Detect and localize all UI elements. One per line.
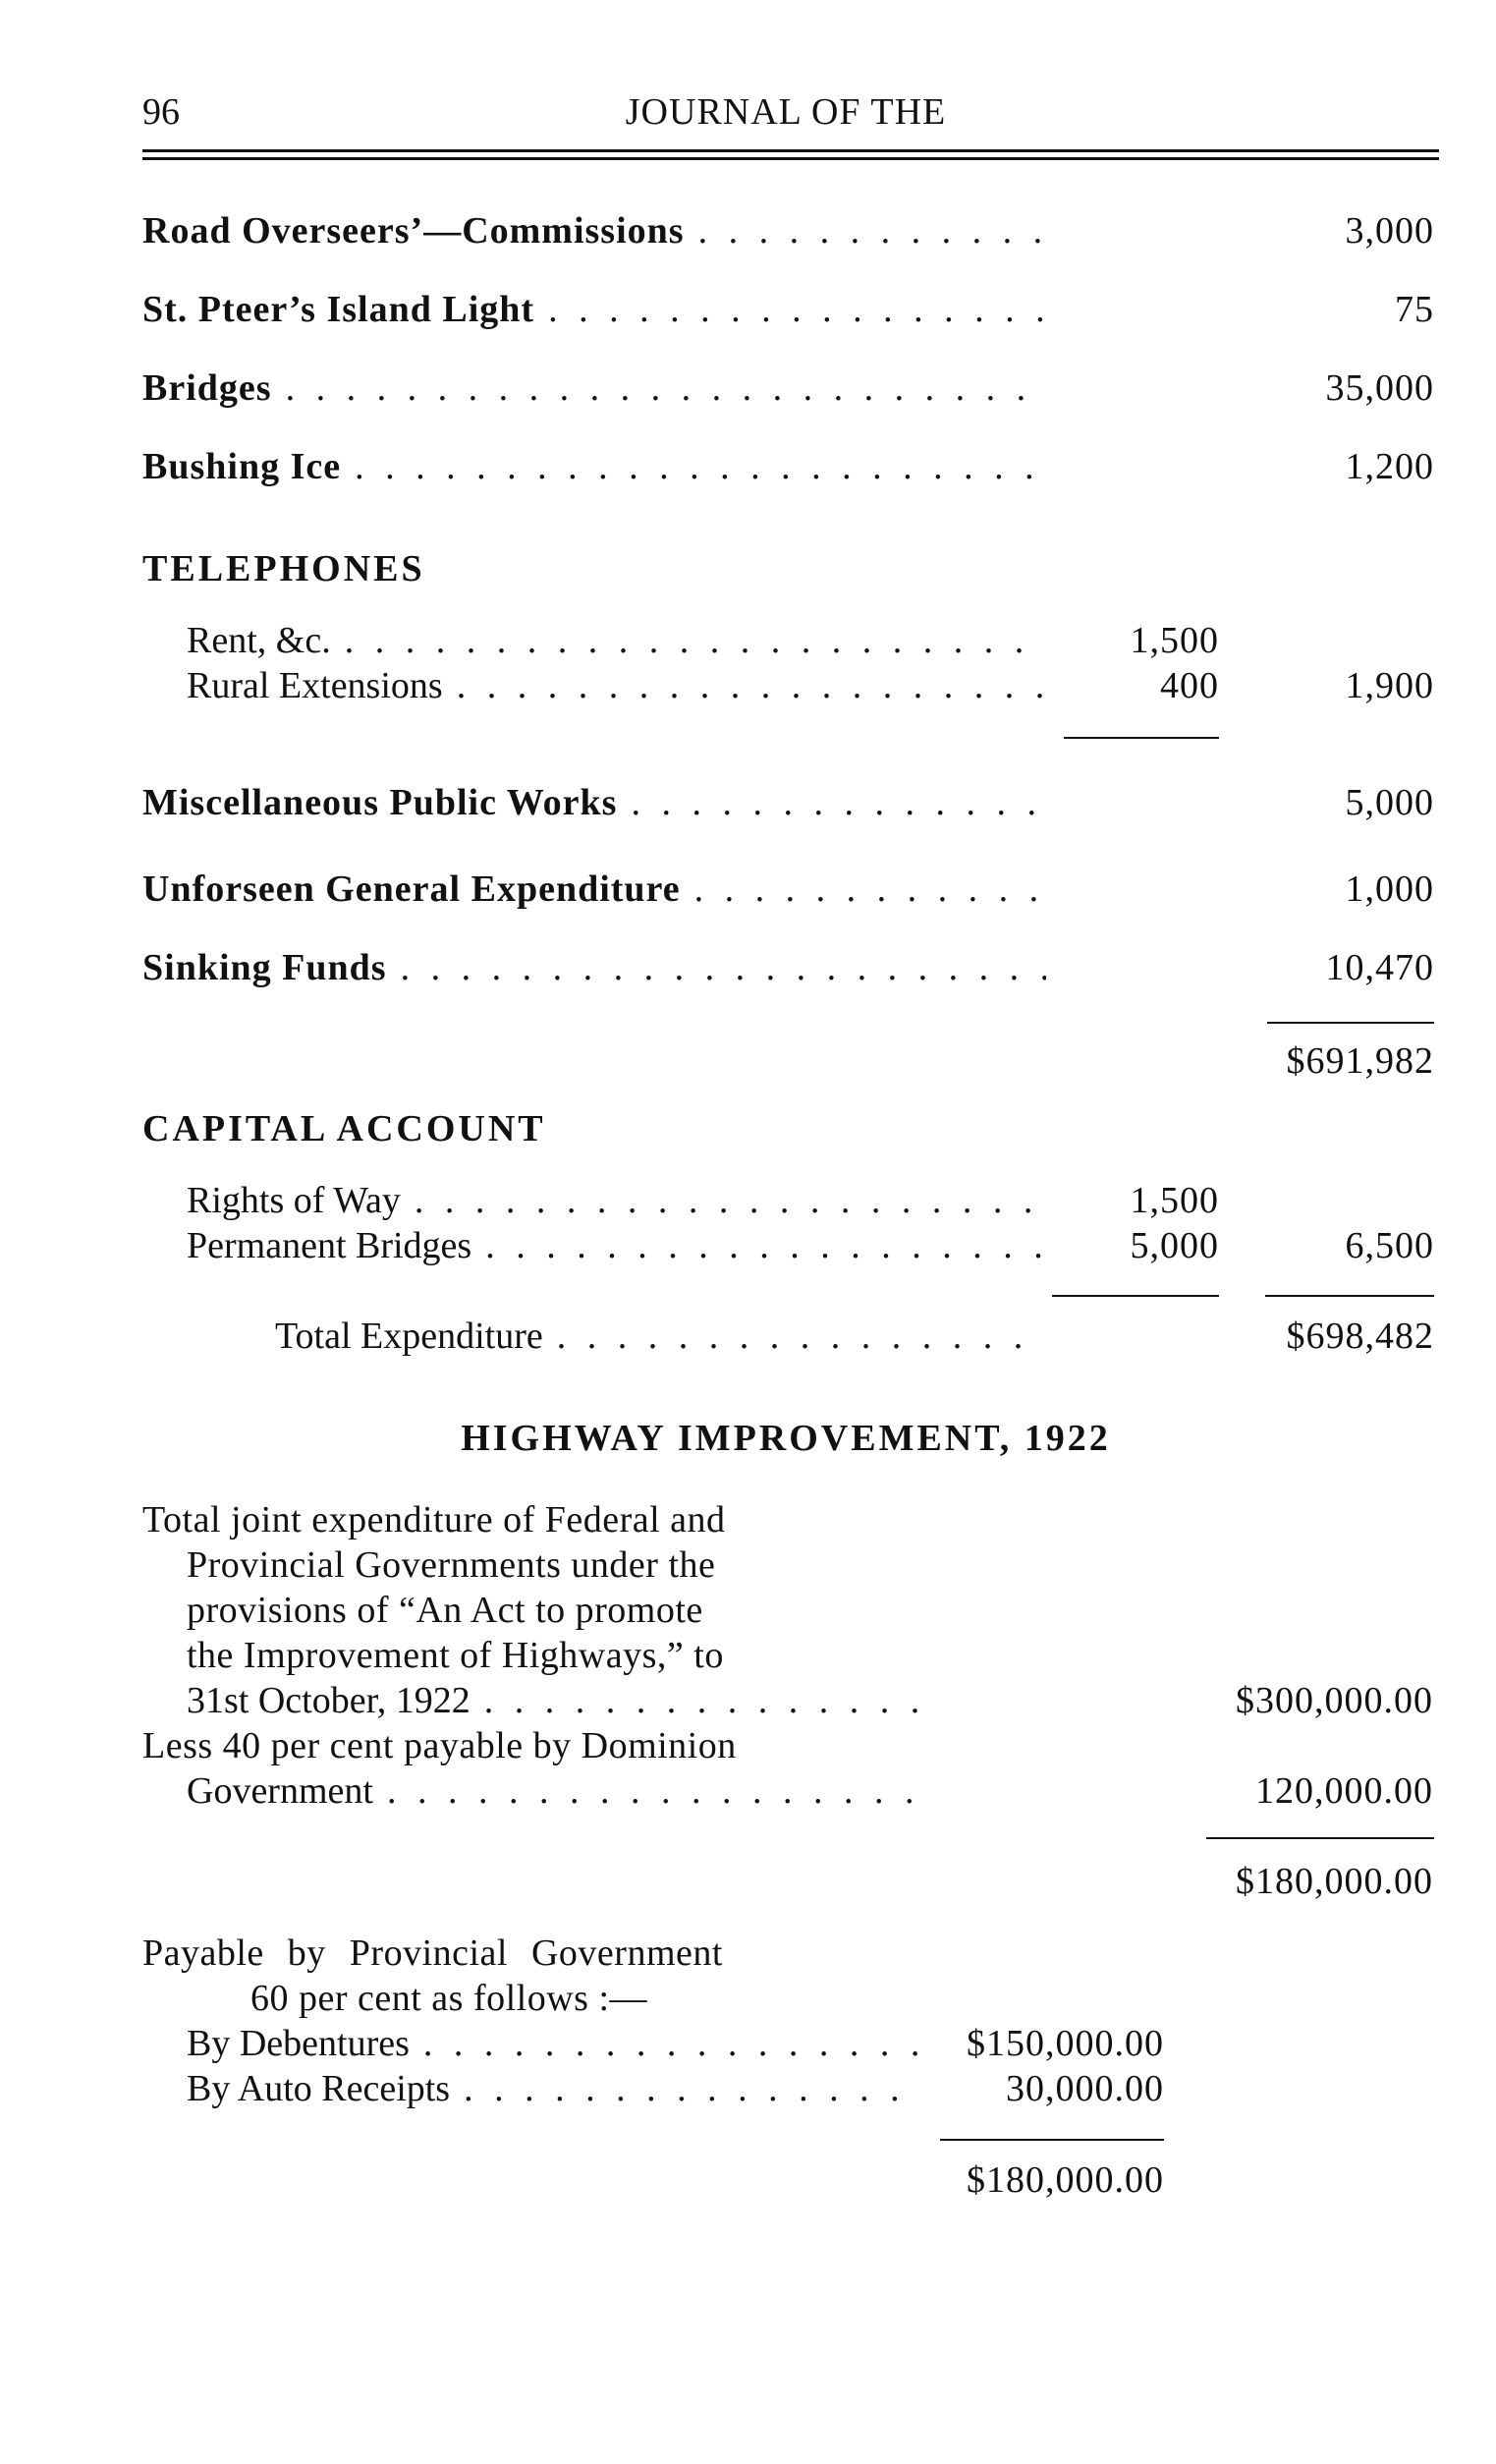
highway-para-line-5	[187, 1679, 918, 1726]
auto-receipts-row	[187, 2067, 918, 2114]
dot-leader	[457, 664, 1046, 707]
rights-of-way-label: Rights of Way	[187, 1180, 401, 1221]
header-rule-bottom	[142, 157, 1439, 160]
unforseen-row	[142, 868, 1046, 915]
dot-leader	[387, 1769, 918, 1813]
telephones-heading: TELEPHONES	[142, 548, 425, 589]
permanent-bridges-amount: 5,000	[1130, 1225, 1219, 1266]
sinking-funds-label: Sinking Funds	[142, 947, 387, 988]
dot-leader	[401, 946, 1046, 989]
net-rule	[1206, 1837, 1434, 1839]
capital-account-total: 6,500	[1345, 1225, 1434, 1266]
dot-leader	[548, 288, 1046, 331]
telephones-rent-label: Rent, &c.	[187, 620, 331, 661]
less-government-label: Government	[187, 1770, 373, 1812]
permanent-bridges-label: Permanent Bridges	[187, 1225, 472, 1266]
less-line-2	[187, 1769, 918, 1817]
dot-leader	[415, 1179, 1046, 1222]
dot-leader	[345, 619, 1046, 662]
bushing-ice-row	[142, 445, 1046, 492]
auto-receipts-amount: 30,000.00	[1006, 2068, 1164, 2109]
capital-account-heading: CAPITAL ACCOUNT	[142, 1108, 546, 1149]
subtotal-amount: $691,982	[1286, 1040, 1434, 1082]
page-number: 96	[142, 91, 180, 133]
road-overseers-row	[142, 209, 1046, 256]
running-title: JOURNAL OF THE	[625, 91, 947, 133]
payable-line-1: Payable by Provincial Government	[142, 1932, 723, 1974]
dot-leader	[631, 781, 1046, 824]
debentures-amount: $150,000.00	[967, 2023, 1164, 2064]
misc-public-works-label: Miscellaneous Public Works	[142, 782, 618, 823]
sinking-funds-row	[142, 946, 1046, 993]
road-overseers-amount: 3,000	[1345, 210, 1434, 252]
payable-sum-rule	[940, 2139, 1164, 2141]
payable-total-amount: $180,000.00	[967, 2159, 1164, 2201]
highway-heading: HIGHWAY IMPROVEMENT, 1922	[461, 1418, 1111, 1459]
bridges-row	[142, 366, 1046, 414]
misc-public-works-amount: 5,000	[1345, 782, 1434, 823]
st-peters-light-row	[142, 288, 1046, 335]
bridges-amount: 35,000	[1325, 367, 1434, 409]
payable-line-2: 60 per cent as follows :—	[250, 1978, 648, 2019]
telephones-total: 1,900	[1345, 665, 1434, 706]
sinking-funds-amount: 10,470	[1325, 947, 1434, 988]
telephones-rent-amount: 1,500	[1130, 620, 1219, 661]
permanent-bridges-row	[187, 1224, 1046, 1271]
telephones-rent-row	[187, 619, 1046, 666]
rights-of-way-row	[187, 1179, 1046, 1226]
bridges-label: Bridges	[142, 367, 272, 409]
st-peters-light-amount: 75	[1395, 289, 1434, 330]
header-rule-top	[142, 149, 1439, 152]
dot-leader	[484, 1679, 918, 1722]
telephones-rural-amount: 400	[1160, 665, 1219, 706]
dot-leader	[355, 445, 1046, 488]
highway-para-line-4: the Improvement of Highways,” to	[187, 1635, 724, 1676]
bushing-ice-amount: 1,200	[1345, 446, 1434, 487]
st-peters-light-label: St. Pteer’s Island Light	[142, 289, 535, 330]
highway-para-line-3: provisions of “An Act to promote	[187, 1590, 703, 1631]
dot-leader	[557, 1315, 1046, 1358]
dot-leader	[698, 209, 1046, 252]
dot-leader	[464, 2067, 918, 2110]
total-expenditure-row	[275, 1315, 1046, 1362]
telephones-rural-label: Rural Extensions	[187, 665, 443, 706]
unforseen-label: Unforseen General Expenditure	[142, 868, 681, 910]
dot-leader	[694, 868, 1046, 911]
dot-leader	[485, 1224, 1046, 1267]
dot-leader	[286, 366, 1046, 410]
total-expenditure-amount: $698,482	[1286, 1316, 1434, 1357]
less-amount: 120,000.00	[1255, 1770, 1433, 1812]
debentures-row	[187, 2022, 918, 2069]
debentures-label: By Debentures	[187, 2023, 410, 2064]
unforseen-amount: 1,000	[1345, 868, 1434, 910]
subtotal-rule	[1267, 1022, 1434, 1024]
net-amount: $180,000.00	[1236, 1861, 1433, 1902]
highway-para-line-1: Total joint expenditure of Federal and	[142, 1499, 726, 1540]
total-expenditure-label: Total Expenditure	[275, 1316, 543, 1357]
bushing-ice-label: Bushing Ice	[142, 446, 342, 487]
highway-para-line-2: Provincial Governments under the	[187, 1544, 716, 1586]
highway-date-label: 31st October, 1922	[187, 1680, 471, 1721]
rights-of-way-amount: 1,500	[1130, 1180, 1219, 1221]
less-line-1: Less 40 per cent payable by Dominion	[142, 1725, 737, 1766]
telephones-rural-row	[187, 664, 1046, 711]
dot-leader	[423, 2022, 918, 2065]
misc-public-works-row	[142, 781, 1046, 828]
capital-sum-rule	[1052, 1295, 1219, 1297]
auto-receipts-label: By Auto Receipts	[187, 2068, 451, 2109]
total-rule	[1265, 1295, 1434, 1297]
telephones-sum-rule	[1064, 737, 1219, 739]
road-overseers-label: Road Overseers’—Commissions	[142, 210, 685, 252]
total-joint-amount: $300,000.00	[1236, 1680, 1433, 1721]
